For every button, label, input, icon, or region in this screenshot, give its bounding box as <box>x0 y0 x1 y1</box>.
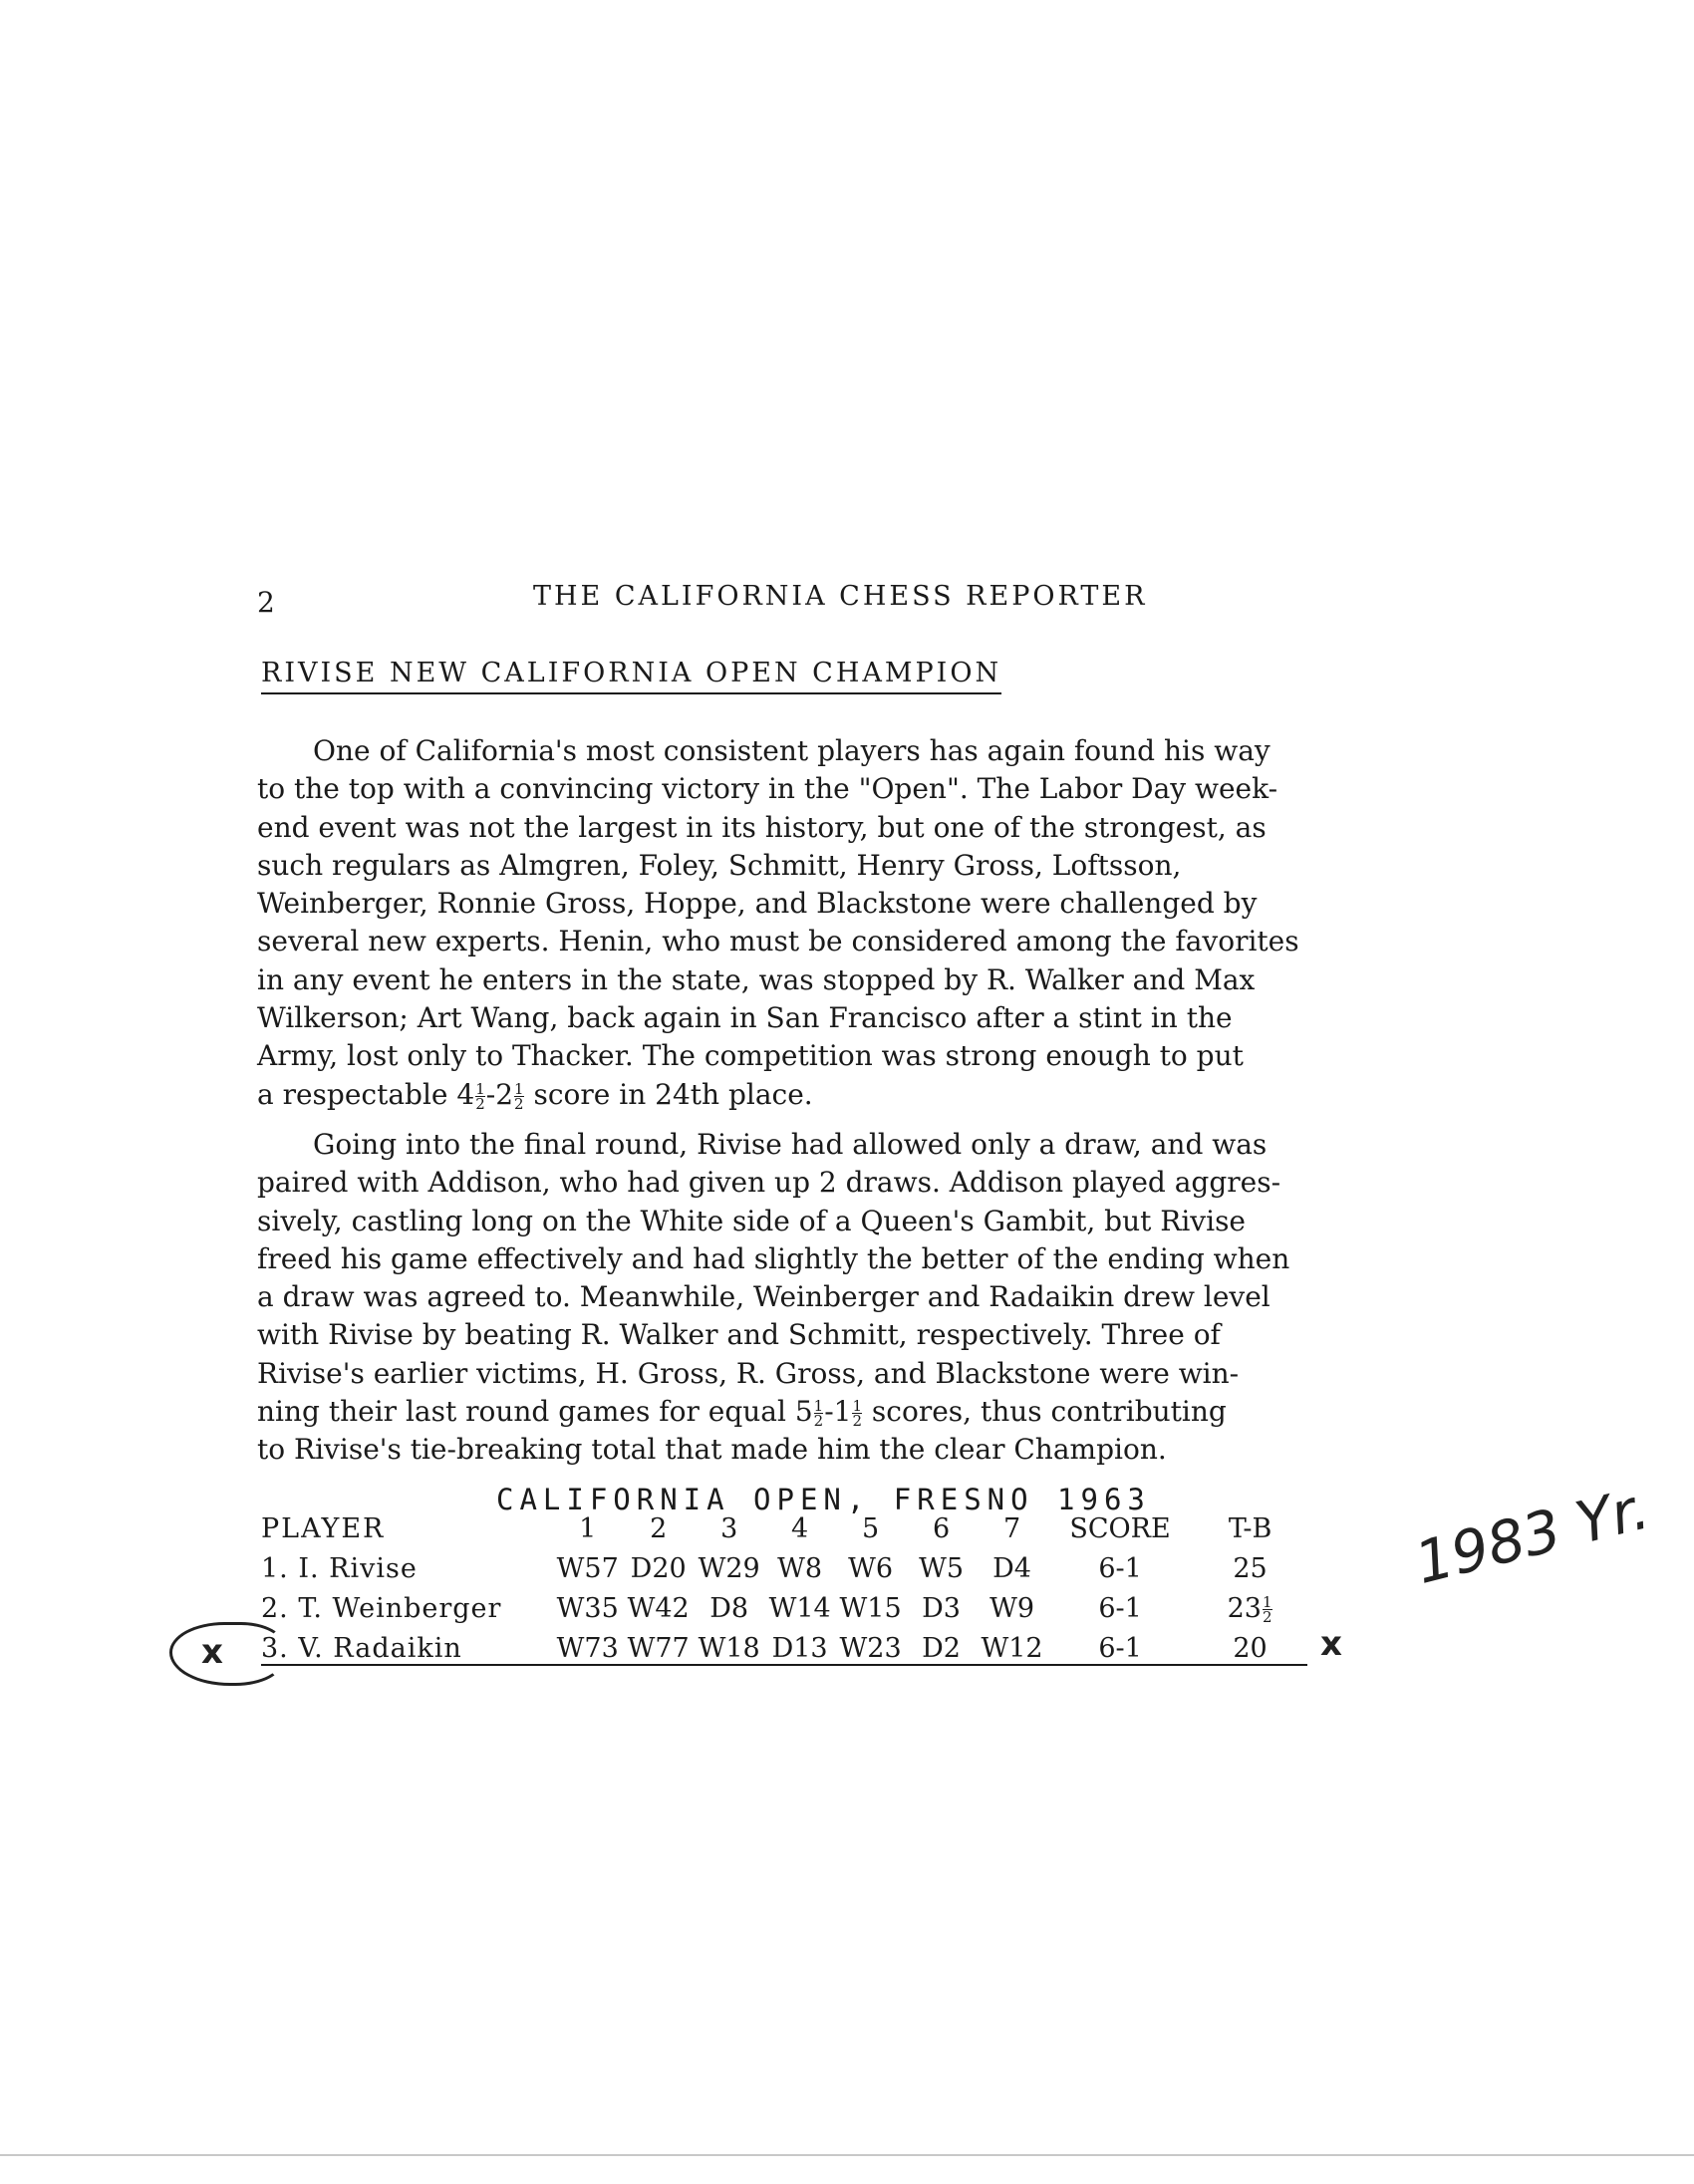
handwritten-circle-mark <box>169 1622 285 1686</box>
round-column-header: 2 <box>650 1513 668 1544</box>
round-result: D8 <box>709 1593 749 1624</box>
player-score: 6-1 <box>1098 1593 1142 1624</box>
round-result: W29 <box>698 1553 760 1584</box>
round-result: W35 <box>556 1593 619 1624</box>
text-line <box>257 1393 1365 1431</box>
score-column-header: SCORE <box>1069 1513 1171 1544</box>
tiebreak-column-header: T-B <box>1228 1513 1272 1544</box>
round-result: W18 <box>694 1624 764 1665</box>
round-result: W14 <box>768 1593 831 1624</box>
player-tiebreak <box>1193 1584 1307 1624</box>
player-tiebreak: 20 <box>1193 1624 1307 1665</box>
round-result: W5 <box>919 1553 965 1584</box>
fraction-denominator: 2 <box>852 1412 863 1431</box>
fraction-numerator: 1 <box>1262 1593 1272 1611</box>
round-result: W23 <box>835 1624 906 1665</box>
round-result: W9 <box>989 1593 1034 1624</box>
page-number: 2 <box>257 586 276 619</box>
handwritten-x-mark: x <box>201 1632 223 1672</box>
text-line: end event was not the largest in its history, but one of the strongest, as <box>257 810 1267 844</box>
text-line: Weinberger, Ronnie Gross, Hoppe, and Blackstone were challenged by <box>257 887 1258 921</box>
standings-header-row <box>261 1506 1307 1544</box>
round-column-header: 5 <box>862 1513 880 1544</box>
fraction-numerator: 1 <box>852 1397 863 1416</box>
standings-table <box>261 1506 1307 1666</box>
half-fraction <box>475 1079 485 1113</box>
player-column-header: PLAYER <box>261 1513 386 1544</box>
round-result: W12 <box>977 1624 1047 1665</box>
text-fragment: scores, thus contributing <box>863 1395 1227 1429</box>
round-result: W42 <box>627 1593 690 1624</box>
round-result: W6 <box>848 1553 894 1584</box>
text-line: to the top with a convincing victory in the "Open". The Labor Day week- <box>257 772 1278 806</box>
round-result: W77 <box>623 1624 694 1665</box>
player-tiebreak: 25 <box>1233 1553 1268 1584</box>
article-body <box>257 732 1365 1470</box>
player-score: 6-1 <box>1098 1553 1142 1584</box>
round-column-header: 6 <box>932 1513 951 1544</box>
player-name: 1. I. Rivise <box>261 1553 418 1584</box>
round-result: D13 <box>764 1624 835 1665</box>
round-result: W15 <box>839 1593 902 1624</box>
text-line: such regulars as Almgren, Foley, Schmitt, Henry Gross, Loftsson, <box>257 848 1182 882</box>
text-line <box>257 1076 1365 1114</box>
player-name: 3. V. Radaikin <box>261 1624 552 1665</box>
standings-title: CALIFORNIA OPEN, FRESNO 1963 <box>496 1483 1151 1516</box>
fraction-numerator: 1 <box>475 1079 485 1098</box>
round-result: W73 <box>552 1624 623 1665</box>
running-head: THE CALIFORNIA CHESS REPORTER <box>533 581 1148 612</box>
paragraph-2 <box>257 1126 1365 1470</box>
text-fragment: ning their last round games for equal 5 <box>257 1395 813 1429</box>
round-column-header: 3 <box>720 1513 738 1544</box>
paragraph-1 <box>257 732 1365 1114</box>
round-result: W57 <box>556 1553 619 1584</box>
half-fraction <box>813 1397 824 1431</box>
text-line: Wilkerson; Art Wang, back again in San Francisco after a stint in the <box>257 1001 1233 1035</box>
text-fragment: score in 24th place. <box>524 1077 813 1111</box>
text-line: to Rivise's tie-breaking total that made him the clear Champion. <box>257 1433 1167 1467</box>
fraction-denominator: 2 <box>1262 1608 1272 1626</box>
text-line: a draw was agreed to. Meanwhile, Weinberger and Radaikin drew level <box>257 1280 1270 1314</box>
table-row <box>261 1584 1307 1624</box>
text-line: paired with Addison, who had given up 2 draws. Addison played aggres- <box>257 1166 1281 1200</box>
fraction-denominator: 2 <box>514 1094 524 1113</box>
fraction-numerator: 1 <box>514 1079 524 1098</box>
text-line: freed his game effectively and had slightly the better of the ending when <box>257 1241 1290 1275</box>
text-line: Army, lost only to Thacker. The competition was strong enough to put <box>257 1039 1244 1073</box>
fraction-numerator: 1 <box>813 1397 824 1416</box>
tiebreak-value: 23 <box>1227 1593 1262 1624</box>
round-result: W8 <box>777 1553 823 1584</box>
round-result: D3 <box>922 1593 961 1624</box>
article-title: RIVISE NEW CALIFORNIA OPEN CHAMPION <box>261 658 1001 694</box>
text-line: One of California's most consistent players has again found his way <box>313 734 1270 767</box>
half-fraction <box>514 1079 524 1113</box>
text-fragment: -2 <box>485 1077 514 1111</box>
text-line: several new experts. Henin, who must be considered among the favorites <box>257 925 1299 958</box>
round-column-header: 4 <box>791 1513 809 1544</box>
round-result: D20 <box>630 1553 687 1584</box>
text-fragment: -1 <box>824 1395 852 1429</box>
handwritten-year-note: 1983 Yr. <box>1408 1474 1656 1597</box>
text-line: Going into the final round, Rivise had allowed only a draw, and was <box>313 1127 1268 1161</box>
text-line: with Rivise by beating R. Walker and Schmitt, respectively. Three of <box>257 1318 1221 1352</box>
handwritten-x-mark: x <box>1320 1624 1342 1664</box>
round-column-header: 1 <box>579 1513 597 1544</box>
text-fragment: a respectable 4 <box>257 1077 475 1111</box>
table-row <box>261 1544 1307 1584</box>
text-line: in any event he enters in the state, was stopped by R. Walker and Max <box>257 962 1256 996</box>
text-line: sively, castling long on the White side of a Queen's Gambit, but Rivise <box>257 1204 1247 1237</box>
round-result: D4 <box>992 1553 1031 1584</box>
half-fraction <box>1263 1595 1272 1624</box>
round-column-header: 7 <box>1002 1513 1021 1544</box>
text-line: Rivise's earlier victims, H. Gross, R. Gross, and Blackstone were win- <box>257 1356 1240 1390</box>
fraction-denominator: 2 <box>813 1412 824 1431</box>
player-score: 6-1 <box>1047 1624 1193 1665</box>
player-name: 2. T. Weinberger <box>261 1593 502 1624</box>
table-row <box>261 1624 1307 1665</box>
round-result: D2 <box>906 1624 977 1665</box>
half-fraction <box>852 1397 863 1431</box>
fraction-denominator: 2 <box>475 1094 485 1113</box>
scan-edge-line <box>0 2154 1694 2156</box>
